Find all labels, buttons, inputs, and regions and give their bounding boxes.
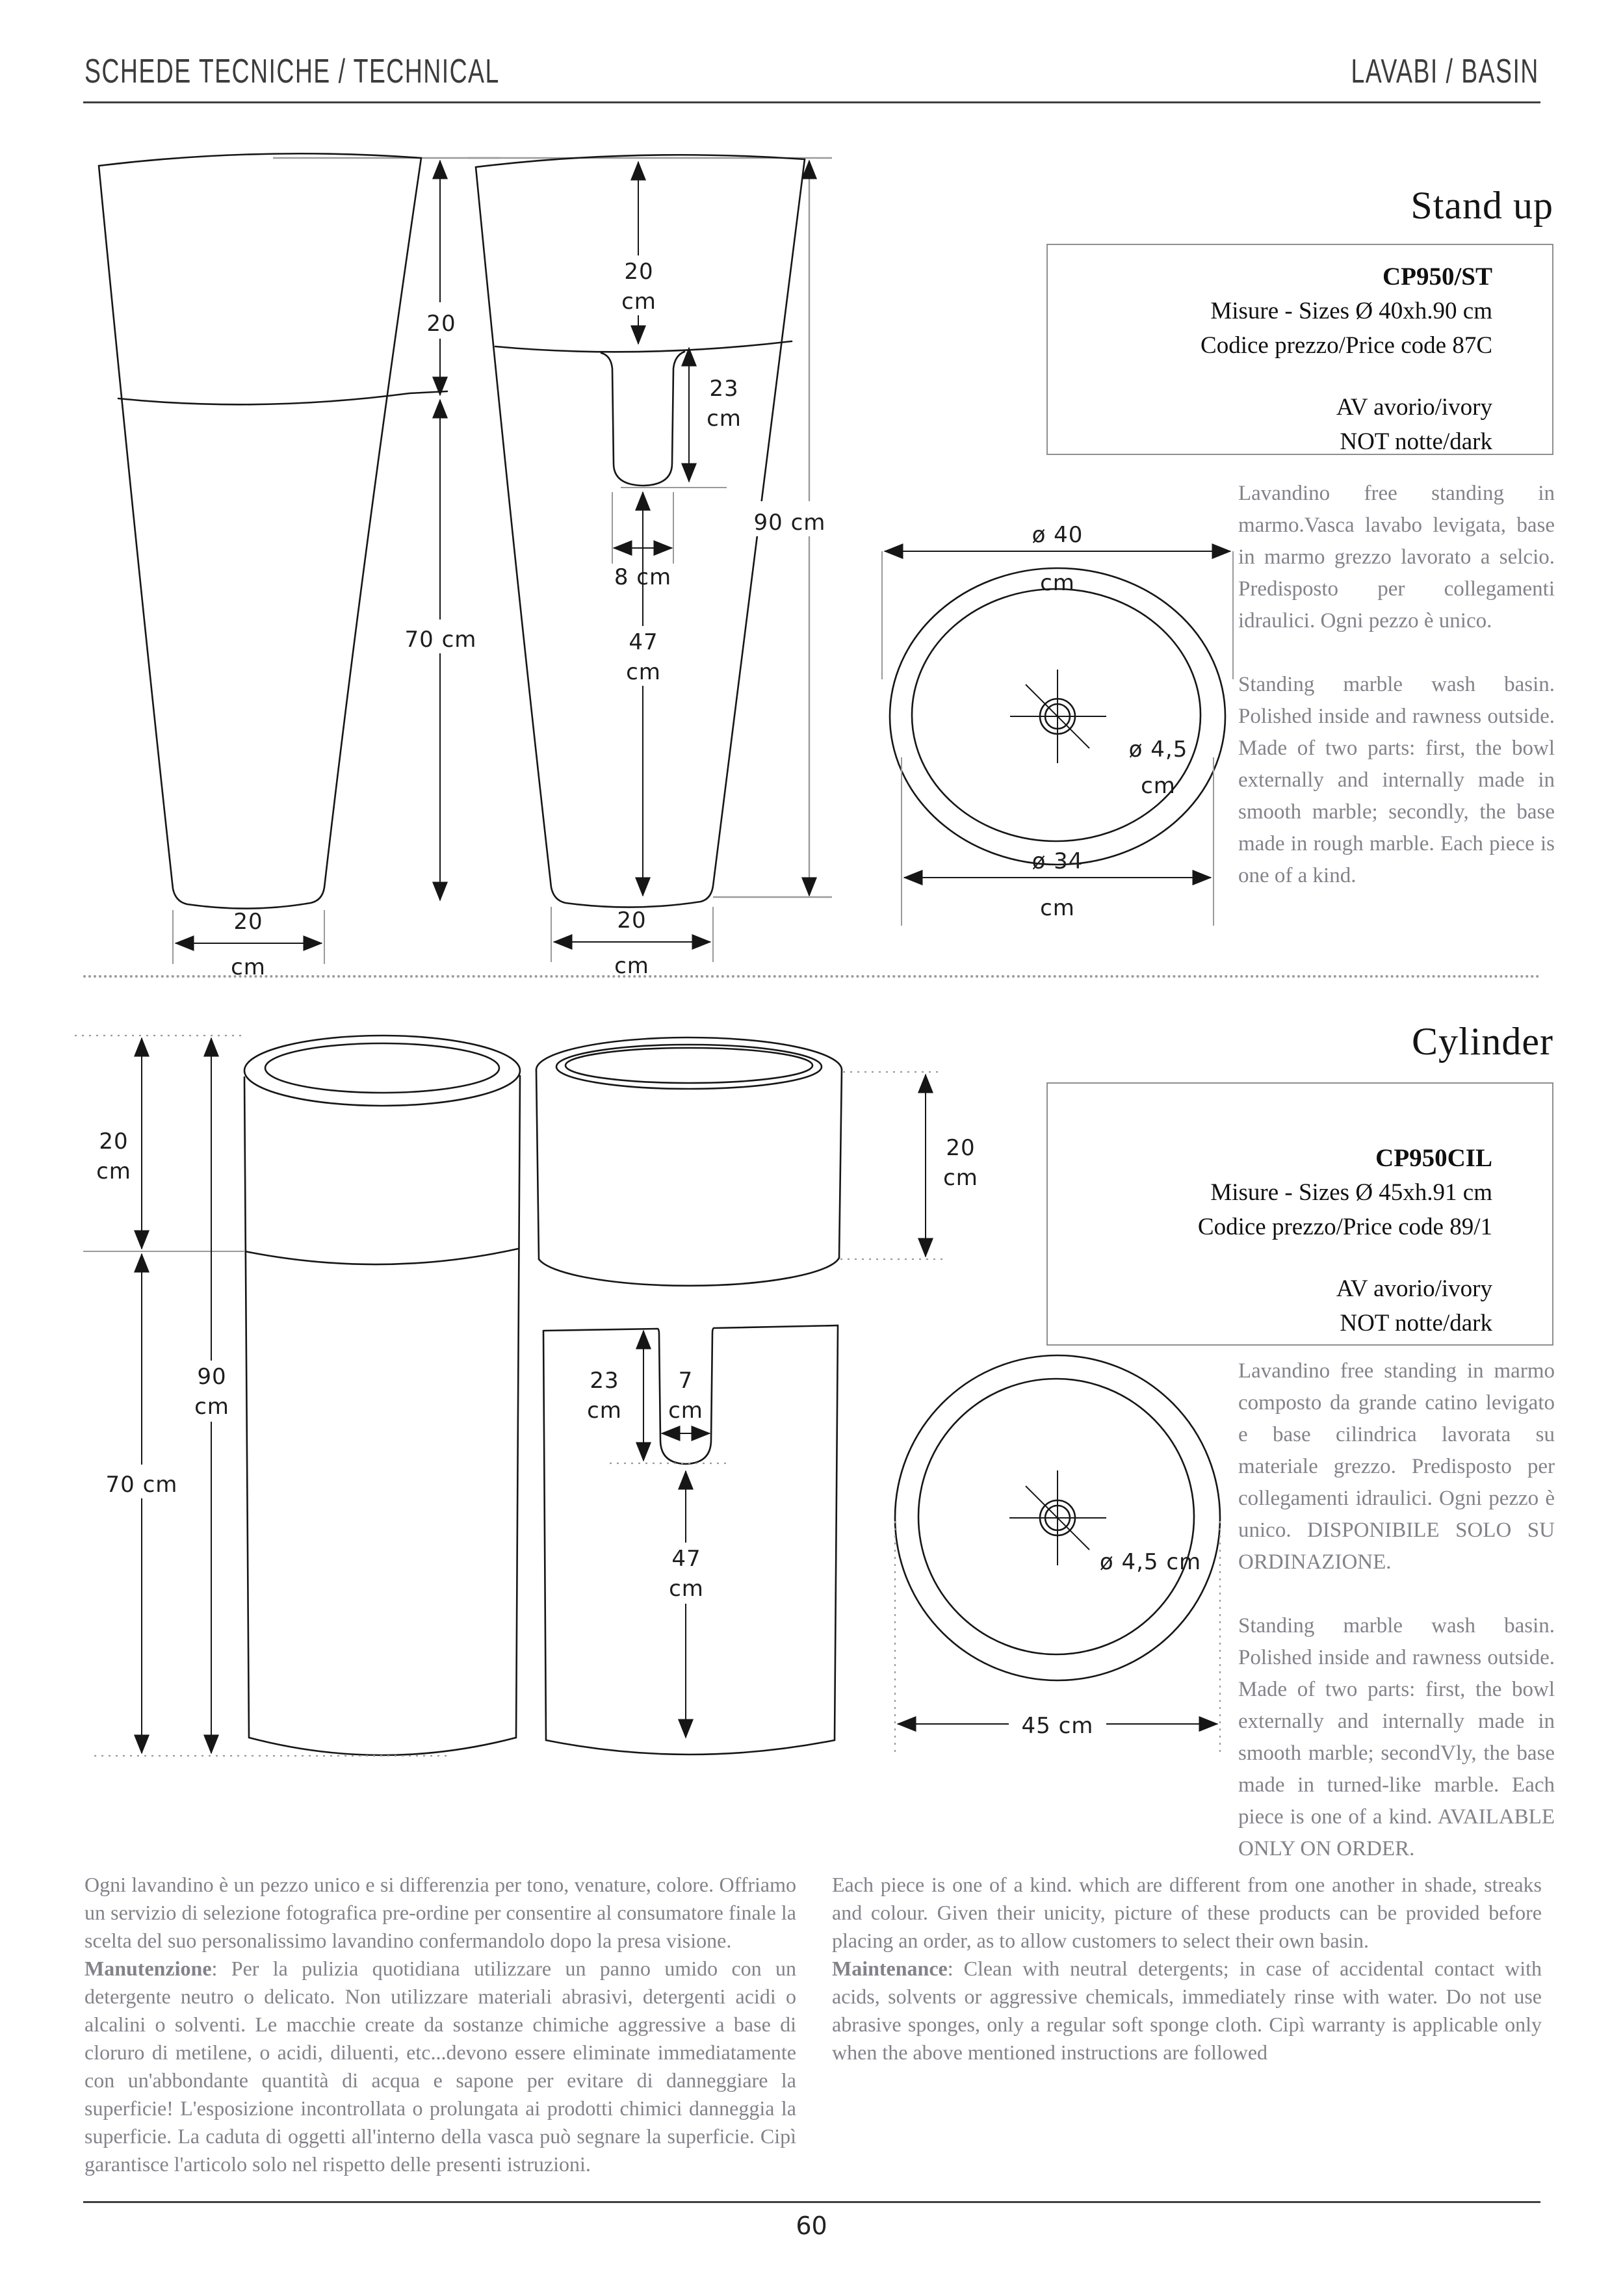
dim-label-d45-cm: cm: [1141, 773, 1176, 799]
dim-label-cyl-70cm: 70 cm: [105, 1472, 178, 1498]
cylinder-bowl-dim: [840, 1072, 978, 1259]
standup-finish-ivory: AV avorio/ivory: [1336, 394, 1492, 421]
dim-label-cyl-90-cm: cm: [194, 1394, 229, 1420]
maintenance-en-body: : Clean with neutral detergents; in case of accidental contact with acids, solvents or aggressive chemicals, immediately rinse with water. Do not use abrasive sponges, only a regular soft sponge cloth. Cipì warranty is applicable only when the above mentioned instructions are followed: [832, 1957, 1542, 2064]
standup-front-dim-lower: [404, 400, 477, 900]
standup-info-box: [1046, 244, 1553, 455]
cylinder-top-drain: [1009, 1470, 1201, 1575]
maintenance-it-body: : Per la pulizia quotidiana utilizzare un panno umido con un detergente neutro o delicato. Non utilizzare materiali abrasivi, detergenti acidi o alcalini o solventi. Le macchie create da sostanze chimiche aggressive a base di cloruro di metilene, o acidi, diluenti, etc...devono essere eliminate immediatamente con un'abbondante quantità di acqua e sapone per evitare di danneggiare la superficie! L'esposizione incontrollata o prolungata ai prodotti chimici danneggia la superficie. La caduta di oggetti all'interno della vasca può segnare la superficie. Cipì garantisce l'articolo solo nel rispetto delle presenti istruzioni.: [84, 1957, 796, 2176]
dim-label-bowl20: 20: [946, 1135, 976, 1161]
cylinder-top-drawing: [871, 1326, 1261, 1781]
dim-label-notch-7-cm: cm: [668, 1398, 703, 1424]
maintenance-it-paragraph: [84, 1955, 796, 2178]
dim-label-base-cm: cm: [231, 954, 266, 980]
cylinder-front-drawing: [65, 1024, 572, 1781]
dim-label-bowl-20: 20: [624, 259, 654, 285]
cylinder-description: [1238, 1355, 1555, 1865]
cylinder-finish-ivory: AV avorio/ivory: [1336, 1275, 1492, 1302]
dim-label-d40-cm: cm: [1040, 570, 1075, 596]
standup-section-dim-total: [713, 161, 832, 897]
standup-finish-dark: NOT notte/dark: [1340, 428, 1492, 455]
header-right-text: LAVABI / BASIN: [1351, 53, 1539, 90]
header-left-text: SCHEDE TECNICHE / TECHNICAL: [84, 53, 500, 90]
cylinder-code: CP950CIL: [1375, 1144, 1492, 1172]
maintenance-en-paragraph: [832, 1955, 1542, 2067]
footer-divider: [83, 2201, 1540, 2203]
cylinder-front-dim-upper: [96, 1038, 142, 1249]
dim-label-secbase-cm: cm: [614, 953, 649, 979]
dim-label-d34: ø 34: [1032, 848, 1084, 874]
standup-desc-italian: Lavandino free standing in marmo.Vasca lavabo levigata, base in marmo grezzo lavorato a selcio. Predisposto per collegamenti idraulici. Ogni pezzo è unico.: [1238, 482, 1555, 633]
dim-label-70cm: 70 cm: [404, 627, 477, 653]
cylinder-desc-english: Standing marble wash basin. Polished inside and rawness outside. Made of two parts: first, the bowl externally and internally made in smooth marble; secondVly, the base made in turned-like marble. Each piece is one of a kind. AVAILABLE ONLY ON ORDER.: [1238, 1614, 1555, 1860]
standup-top-drain: [1010, 670, 1188, 799]
cylinder-bowl-outline: [536, 1037, 842, 1286]
maintenance-it-intro: Ogni lavandino è un pezzo unico e si differenzia per tono, venature, colore. Offriamo un servizio di selezione fotografica pre-ordine per consentire al consumatore finale la scelta del suo personalissimo lavandino confermandolo dopo la presa visione.: [84, 1873, 796, 1952]
maintenance-en-intro: Each piece is one of a kind. which are different from one another in shade, streaks and colour. Given their unicity, picture of these products can be provided before placing an order, as to allow customers to select their own basin.: [832, 1873, 1542, 1952]
standup-front-drawing: [84, 140, 500, 978]
standup-front-dim-base: [173, 909, 324, 980]
dim-label-20: 20: [426, 311, 456, 337]
standup-section-drawing: [468, 140, 923, 978]
maintenance-english-column: [832, 1871, 1542, 2067]
header-left-title: [84, 52, 661, 91]
dim-label-notch-23: 23: [590, 1368, 619, 1394]
dim-label-cavity-23: 23: [709, 376, 739, 402]
dim-label-cyltop-d45: ø 4,5 cm: [1099, 1549, 1202, 1575]
dim-label-cyl-20-cm: cm: [96, 1158, 131, 1184]
standup-desc-english: Standing marble wash basin. Polished inside and rawness outside. Made of two parts: first, the bowl externally and internally made in smooth marble; secondly, the base made in rough marble. Each piece is one of a kind.: [1238, 673, 1555, 887]
standup-code: CP950/ST: [1382, 263, 1492, 291]
standup-section-dim-cavity: [621, 348, 742, 488]
dim-label-47-cm: cm: [626, 659, 661, 685]
dim-label-d34-cm: cm: [1040, 895, 1075, 921]
standup-price-code: Codice prezzo/Price code 87C: [1201, 332, 1492, 359]
standup-top-dim-outer: [882, 522, 1233, 679]
standup-top-drawing: [864, 514, 1267, 956]
dim-label-bowl20-cm: cm: [943, 1165, 978, 1191]
dim-label-cyl-20: 20: [99, 1128, 129, 1155]
page-number: 60: [796, 2211, 827, 2240]
header-right-title: [1278, 52, 1539, 91]
cylinder-price-code: Codice prezzo/Price code 89/1: [1197, 1214, 1492, 1240]
standup-front-dim-upper: [422, 161, 459, 395]
standup-sizes: Misure - Sizes Ø 40xh.90 cm: [1210, 298, 1492, 324]
maintenance-en-label: Maintenance: [832, 1957, 948, 1980]
cylinder-notch-depth-dim: [587, 1331, 729, 1463]
cylinder-front-dim-lower: [103, 1254, 181, 1753]
dim-label-cyl-90: 90: [197, 1364, 227, 1390]
dim-label-90cm: 90 cm: [753, 510, 826, 536]
dim-label-45cm: 45 cm: [1021, 1713, 1094, 1739]
cylinder-desc-italian: Lavandino free standing in marmo composto da grande catino levigato e base cilindrica lavorata su materiale grezzo. Predisposto per collegamenti idraulici. Ogni pezzo è unico. DISPONIBILE SOLO SU ORDINAZIONE.: [1238, 1359, 1555, 1574]
standup-section-dim-base: [551, 907, 713, 979]
dim-label-8cm: 8 cm: [614, 564, 672, 590]
maintenance-italian-column: [84, 1871, 796, 2178]
header-divider: [83, 101, 1540, 103]
dim-label-cavity-cm: cm: [707, 406, 742, 432]
dim-label-d40: ø 40: [1032, 522, 1084, 548]
standup-section-dim-shaft: [625, 492, 662, 896]
dim-label-base-20: 20: [233, 909, 263, 935]
cylinder-notch-width-dim: [662, 1368, 710, 1433]
standup-title: Stand up: [1410, 184, 1553, 227]
cylinder-shaft-dim: [668, 1471, 705, 1738]
dim-label-notch-23-cm: cm: [587, 1398, 622, 1424]
cylinder-front-dim-total: [192, 1038, 231, 1753]
dim-label-d45: ø 4,5: [1128, 737, 1188, 763]
maintenance-it-label: Manutenzione: [84, 1957, 212, 1980]
dim-label-bowl-cm: cm: [621, 289, 656, 315]
cylinder-title: Cylinder: [1412, 1020, 1553, 1063]
dim-label-notch-7: 7: [678, 1368, 694, 1394]
cylinder-info-box: [1046, 1082, 1553, 1346]
dim-label-shaft-47-cm: cm: [669, 1576, 704, 1602]
cylinder-finish-dark: NOT notte/dark: [1340, 1310, 1492, 1337]
dim-label-secbase-20: 20: [617, 907, 647, 933]
cylinder-sizes: Misure - Sizes Ø 45xh.91 cm: [1210, 1179, 1492, 1206]
standup-description: [1238, 478, 1555, 892]
dim-label-47: 47: [629, 629, 658, 655]
section-divider: [83, 975, 1540, 978]
standup-section-dim-bowl: [620, 162, 658, 344]
dim-label-shaft-47: 47: [671, 1546, 701, 1572]
